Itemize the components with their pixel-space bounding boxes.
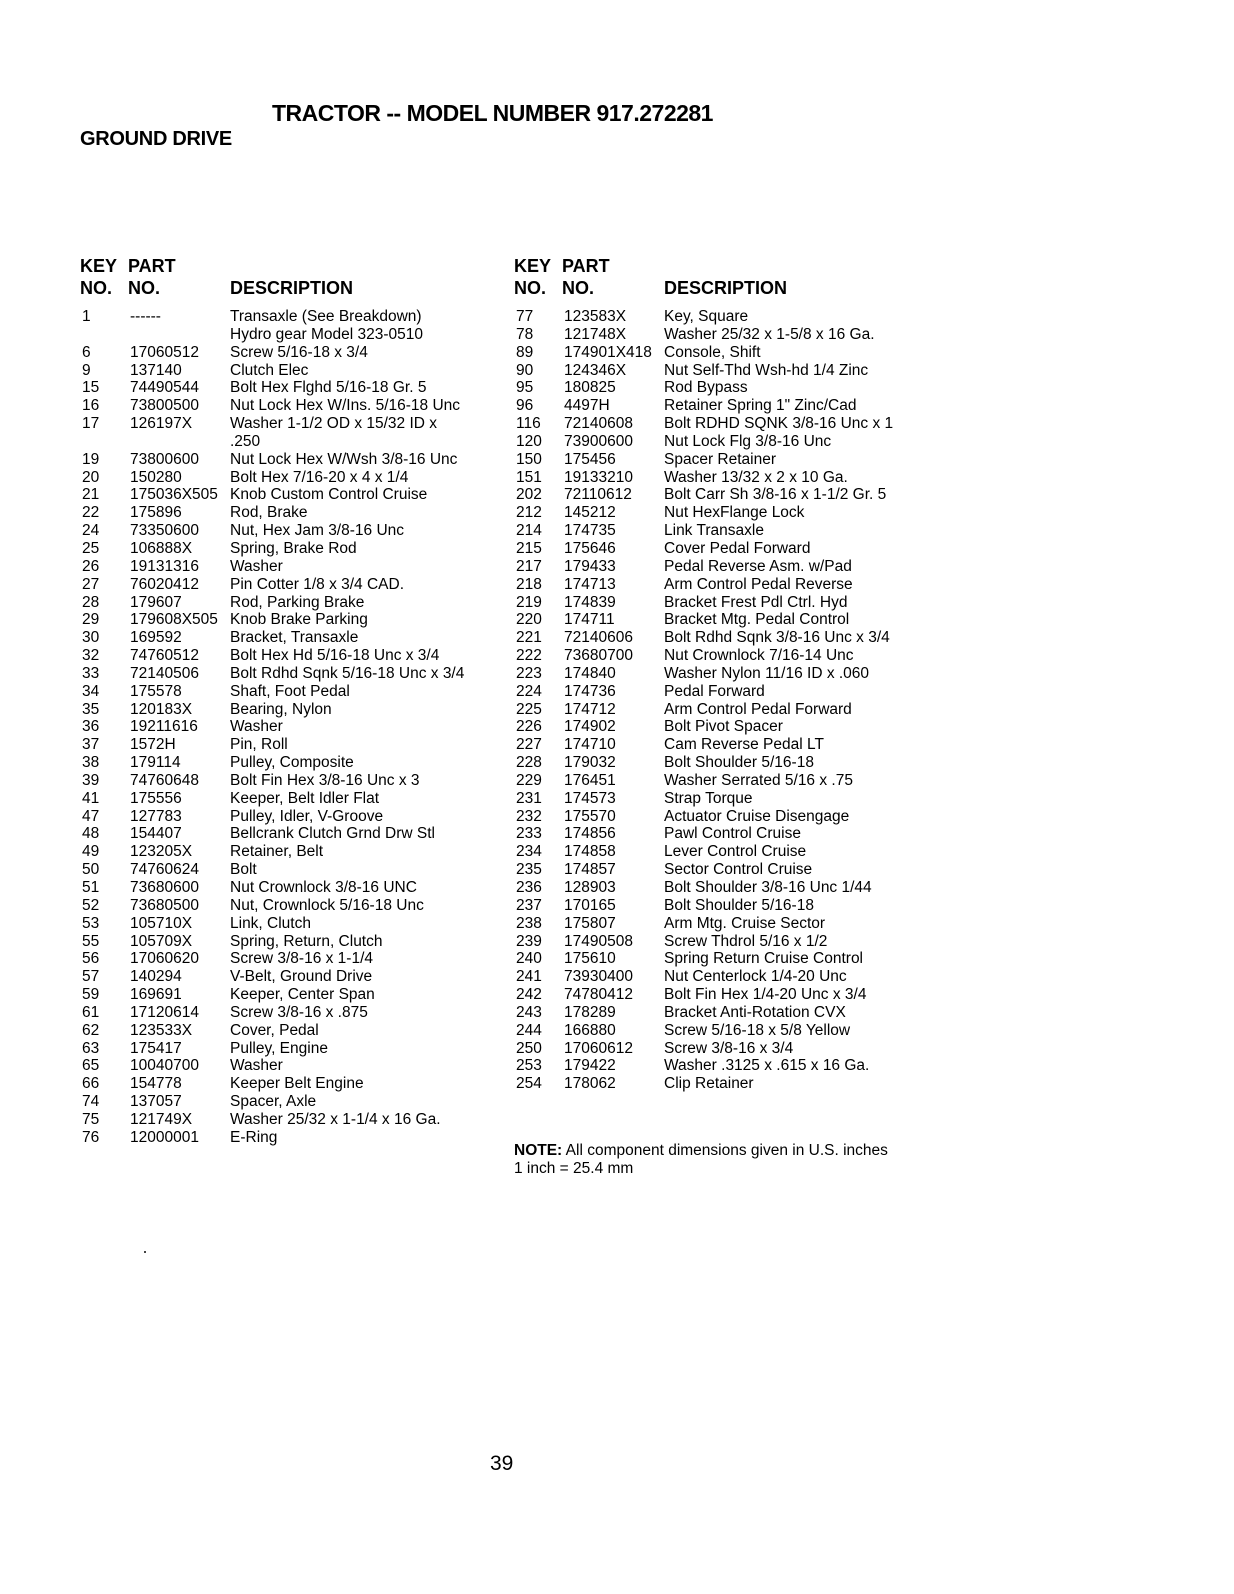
key-no-cell: 78 [516,325,534,343]
key-no-cell: 59 [82,986,100,1004]
part-no-cell: 178062 [564,1075,616,1093]
description-cell: Cam Reverse Pedal LT [664,736,824,754]
description-cell: Washer 25/32 x 1-1/4 x 16 Ga. [230,1110,441,1128]
key-no-cell: 63 [82,1039,100,1057]
description-cell: Nut Self-Thd Wsh-hd 1/4 Zinc [664,361,869,379]
key-no-cell: 41 [82,789,100,807]
description-cell: Cover Pedal Forward [664,539,811,557]
key-no-cell: 232 [516,807,542,825]
part-no-cell: 175807 [564,914,616,932]
description-cell: Nut Lock Hex W/Ins. 5/16-18 Unc [230,397,461,415]
part-header: PART [128,256,176,276]
key-no-cell: 39 [82,771,100,789]
description-cell: Link Transaxle [664,522,764,540]
description-cell: Washer [230,718,283,736]
part-no-cell: 17490508 [564,932,633,950]
description-cell: Keeper, Belt Idler Flat [230,789,380,807]
key-no-cell: 33 [82,664,100,682]
description-cell: Spring, Brake Rod [230,539,357,557]
key-no-cell: 66 [82,1075,100,1093]
part-no-cell: 74760648 [130,771,199,789]
key-no-cell: 95 [516,379,534,397]
part-no-cell: 175570 [564,807,616,825]
description-cell: Cover, Pedal [230,1021,319,1039]
page-title: TRACTOR -- MODEL NUMBER 917.272281 [272,100,713,126]
key-no-cell: 77 [516,308,534,325]
key-no-cell: 243 [516,1003,542,1021]
key-no-cell: 116 [516,415,541,433]
key-no-cell: 38 [82,754,100,772]
description-cell: Nut, Crownlock 5/16-18 Unc [230,896,424,914]
key-no-cell: 217 [516,557,542,575]
description-cell: Pulley, Composite [230,754,354,772]
part-no-cell: 12000001 [130,1128,199,1146]
part-no-cell: 174839 [564,593,616,611]
part-no-cell: 73900600 [564,432,633,450]
key-no-cell: 228 [516,754,542,772]
key-no-cell: 27 [82,575,100,593]
part-no-cell: 179032 [564,754,616,772]
key-no-cell: 37 [82,736,100,754]
key-no-cell: 244 [516,1021,542,1039]
description-cell: Arm Mtg. Cruise Sector [664,914,826,932]
description-cell: Spacer, Axle [230,1093,317,1111]
key-no-cell: 52 [82,896,100,914]
description-cell: Bracket Anti-Rotation CVX [664,1003,846,1021]
key-no-cell: 89 [516,343,534,361]
key-no-cell: 218 [516,575,542,593]
key-no-cell: 29 [82,611,100,629]
description-cell: Bolt Hex 7/16-20 x 4 x 1/4 [230,468,409,486]
key-no-cell: 76 [82,1128,100,1146]
scan-speck [144,1251,146,1253]
part-no-cell: 73800600 [130,450,199,468]
key-no-cell: 25 [82,539,100,557]
part-no-cell: 74780412 [564,986,633,1004]
key-no-cell: 254 [516,1075,542,1093]
key-no-cell: 26 [82,557,100,575]
description-cell: Clip Retainer [664,1075,754,1093]
description-cell: Washer 1-1/2 OD x 15/32 ID x [230,415,438,433]
section-title: GROUND DRIVE [80,128,232,150]
description-cell: Link, Clutch [230,914,311,932]
description-cell: Bolt Shoulder 5/16-18 [664,754,814,772]
part-no-cell: 174901X418 [564,343,652,361]
part-no-cell: 1572H [130,736,176,754]
key-no-cell: 9 [82,361,91,379]
key-no-cell: 34 [82,682,100,700]
description-cell: Bolt Shoulder 5/16-18 [664,896,814,914]
description-cell: .250 [230,432,261,450]
part-no-cell: 179607 [130,593,182,611]
description-cell: Bolt Fin Hex 1/4-20 Unc x 3/4 [664,986,867,1004]
key-no-cell: 74 [82,1093,100,1111]
description-cell: E-Ring [230,1128,278,1146]
key-no-cell: 55 [82,932,100,950]
description-cell: Spacer Retainer [664,450,777,468]
key-no-cell: 240 [516,950,542,968]
key-no-cell: 36 [82,718,100,736]
description-cell: Arm Control Pedal Forward [664,700,852,718]
key-no-cell: 21 [82,486,100,504]
key-no-cell: 96 [516,397,534,415]
description-header: DESCRIPTION [664,278,788,298]
part-no-cell: 72140608 [564,415,633,433]
description-cell: Spring Return Cruise Control [664,950,864,968]
part-no-cell: 73350600 [130,522,199,540]
description-cell: Nut HexFlange Lock [664,504,805,522]
key-no-cell: 214 [516,522,542,540]
key-no-cell: 1 [82,308,91,325]
key-no-cell: 151 [516,468,542,486]
description-cell: Washer .3125 x .615 x 16 Ga. [664,1057,870,1075]
description-cell: Pedal Reverse Asm. w/Pad [664,557,852,575]
key-no-cell: 223 [516,664,542,682]
part-no-cell: 73680500 [130,896,199,914]
part-no-cell: 106888X [130,539,193,557]
part-no-cell: 124346X [564,361,627,379]
key-no-cell: 229 [516,771,542,789]
description-cell: Rod, Parking Brake [230,593,365,611]
part-no-cell: 121749X [130,1110,193,1128]
description-cell: Knob Custom Control Cruise [230,486,428,504]
part-no-cell: 19131316 [130,557,199,575]
part-no-cell: 174713 [564,575,616,593]
key-no-cell: 221 [516,629,542,647]
key-no-cell: 235 [516,861,542,879]
part-no-cell: 175578 [130,682,182,700]
note-line-2: 1 inch = 25.4 mm [514,1160,634,1177]
key-no-cell: 20 [82,468,100,486]
key-no-cell: 53 [82,914,100,932]
key-no-cell: 236 [516,879,542,896]
description-cell: Pulley, Engine [230,1039,328,1057]
description-cell: Rod Bypass [664,379,748,397]
description-cell: Knob Brake Parking [230,611,368,629]
part-header: PART [562,256,610,276]
note-label: NOTE: [514,1142,563,1159]
page-number: 39 [490,1452,514,1475]
description-header: DESCRIPTION [230,278,354,298]
part-no-cell: 4497H [564,397,610,415]
description-cell: Actuator Cruise Disengage [664,807,850,825]
description-cell: Bolt Rdhd Sqnk 3/8-16 Unc x 3/4 [664,629,890,647]
description-cell: V-Belt, Ground Drive [230,968,373,986]
part-no-cell: 180825 [564,379,616,397]
key-no-cell: 231 [516,789,542,807]
key-no-cell: 234 [516,843,542,861]
description-cell: Bolt Pivot Spacer [664,718,783,736]
description-cell: Keeper, Center Span [230,986,375,1004]
description-cell: Keeper Belt Engine [230,1075,364,1093]
description-cell: Pawl Control Cruise [664,825,801,843]
key-no-cell: 47 [82,807,100,825]
description-cell: Retainer, Belt [230,843,324,861]
part-no-cell: 154778 [130,1075,182,1093]
description-cell: Pulley, Idler, V-Groove [230,807,384,825]
key-no-cell: 120 [516,432,542,450]
part-no-cell: 10040700 [130,1057,199,1075]
key-no-cell: 17 [82,415,100,433]
key-no-cell: 241 [516,968,542,986]
description-cell: Nut Lock Flg 3/8-16 Unc [664,432,832,450]
part-no-cell: 121748X [564,325,627,343]
part-no-cell: 174902 [564,718,616,736]
key-no-cell: 16 [82,397,100,415]
part-no-cell: 73680700 [564,647,633,665]
key-no-cell: 239 [516,932,542,950]
part-no-cell: 169691 [130,986,182,1004]
key-no-cell: 90 [516,361,534,379]
key-no-cell: 19 [82,450,100,468]
key-header: KEY [80,256,118,276]
description-cell: Pin Cotter 1/8 x 3/4 CAD. [230,575,405,593]
description-cell: Bolt Shoulder 3/8-16 Unc 1/44 [664,879,872,896]
key-no-cell: 61 [82,1003,100,1021]
key-no-cell: 49 [82,843,100,861]
key-no-cell: 50 [82,861,100,879]
part-no-cell: 145212 [564,504,616,522]
note-line-1: All component dimensions given in U.S. inches [562,1142,888,1159]
description-cell: Washer 25/32 x 1-5/8 x 16 Ga. [664,325,875,343]
part-no-cell: 174858 [564,843,616,861]
part-no-cell: 174710 [564,736,616,754]
part-no-cell: 123583X [564,308,627,325]
part-no-cell: 17060612 [564,1039,633,1057]
part-no-cell: 179433 [564,557,616,575]
part-no-cell: 127783 [130,807,182,825]
description-cell: Bolt Fin Hex 3/8-16 Unc x 3 [230,771,420,789]
key-no-cell: 238 [516,914,542,932]
part-no-cell: 17060620 [130,950,199,968]
description-cell: Screw Thdrol 5/16 x 1/2 [664,932,828,950]
description-cell: Transaxle (See Breakdown) [230,308,422,325]
description-cell: Nut Crownlock 3/8-16 UNC [230,879,417,896]
description-cell: Lever Control Cruise [664,843,807,861]
description-cell: Washer Serrated 5/16 x .75 [664,771,853,789]
key-no-cell: 24 [82,522,100,540]
part-no-cell: 150280 [130,468,182,486]
description-cell: Bracket Frest Pdl Ctrl. Hyd [664,593,848,611]
description-cell: Console, Shift [664,343,761,361]
part-no-cell: 126197X [130,415,193,433]
part-no-cell: 166880 [564,1021,616,1039]
key-no-cell: 28 [82,593,100,611]
part-no-cell: 174840 [564,664,616,682]
key-no-cell: 224 [516,682,542,700]
description-cell: Shaft, Foot Pedal [230,682,350,700]
part-no-cell: 174856 [564,825,616,843]
key-no-header: NO. [80,278,113,298]
description-cell: Hydro gear Model 323-0510 [230,325,424,343]
key-no-cell: 6 [82,343,91,361]
dimension-note [514,1142,888,1178]
part-no-cell: 174711 [564,611,615,629]
key-no-cell: 32 [82,647,100,665]
part-no-cell: 74760512 [130,647,199,665]
part-no-cell: 105710X [130,914,193,932]
description-cell: Bellcrank Clutch Grnd Drw Stl [230,825,436,843]
key-no-cell: 226 [516,718,542,736]
part-no-header: NO. [562,278,595,298]
part-no-cell: 72140506 [130,664,199,682]
part-no-cell: 72110612 [564,486,632,504]
part-no-cell: 72140606 [564,629,633,647]
part-no-cell: 19211616 [130,718,198,736]
part-no-cell: 74760624 [130,861,199,879]
part-no-cell: 179422 [564,1057,616,1075]
key-no-cell: 65 [82,1057,100,1075]
part-no-cell: 73800500 [130,397,199,415]
key-no-cell: 233 [516,825,542,843]
description-cell: Screw 3/8-16 x 3/4 [664,1039,794,1057]
part-no-cell: 174735 [564,522,616,540]
part-no-cell: 73680600 [130,879,199,896]
key-no-cell: 237 [516,896,542,914]
description-cell: Sector Control Cruise [664,861,813,879]
key-no-cell: 22 [82,504,100,522]
key-no-cell: 250 [516,1039,542,1057]
description-cell: Nut Crownlock 7/16-14 Unc [664,647,854,665]
part-no-cell: 170165 [564,896,616,914]
key-no-cell: 75 [82,1110,100,1128]
key-no-cell: 202 [516,486,542,504]
part-no-cell: 174857 [564,861,616,879]
key-header: KEY [514,256,552,276]
part-no-cell: 175036X505 [130,486,218,504]
part-no-cell: 179114 [130,754,181,772]
part-no-cell: 174573 [564,789,616,807]
description-cell: Bolt Carr Sh 3/8-16 x 1-1/2 Gr. 5 [664,486,887,504]
key-no-cell: 225 [516,700,542,718]
part-no-cell: 19133210 [564,468,633,486]
part-no-cell: 137140 [130,361,182,379]
description-cell: Retainer Spring 1" Zinc/Cad [664,397,857,415]
description-cell: Washer 13/32 x 2 x 10 Ga. [664,468,848,486]
part-no-cell: 105709X [130,932,193,950]
key-no-cell: 56 [82,950,100,968]
part-no-cell: 123533X [130,1021,193,1039]
part-no-cell: 174712 [564,700,616,718]
key-no-cell: 212 [516,504,542,522]
part-no-cell: 175456 [564,450,616,468]
part-no-cell: 175556 [130,789,182,807]
key-no-header: NO. [514,278,547,298]
part-no-cell: 120183X [130,700,193,718]
part-no-cell: 76020412 [130,575,199,593]
description-cell: Rod, Brake [230,504,308,522]
key-no-cell: 215 [516,539,542,557]
key-no-cell: 227 [516,736,542,754]
key-no-cell: 57 [82,968,100,986]
part-no-cell: 154407 [130,825,182,843]
part-no-cell: 178289 [564,1003,616,1021]
description-cell: Bolt Hex Hd 5/16-18 Unc x 3/4 [230,647,440,665]
part-no-cell: 73930400 [564,968,633,986]
part-no-cell: 175417 [130,1039,182,1057]
description-cell: Screw 3/8-16 x .875 [230,1003,368,1021]
description-cell: Screw 5/16-18 x 3/4 [230,343,368,361]
description-cell: Bracket Mtg. Pedal Control [664,611,850,629]
key-no-cell: 220 [516,611,542,629]
description-cell: Nut Lock Hex W/Wsh 3/8-16 Unc [230,450,458,468]
part-no-cell: 17120614 [130,1003,199,1021]
description-cell: Washer [230,1057,283,1075]
key-no-cell: 62 [82,1021,100,1039]
part-no-cell: 74490544 [130,379,199,397]
part-no-cell: 17060512 [130,343,199,361]
description-cell: Bolt Hex Flghd 5/16-18 Gr. 5 [230,379,427,397]
part-no-cell: 169592 [130,629,182,647]
part-no-cell: 175610 [564,950,616,968]
key-no-cell: 222 [516,647,542,665]
key-no-cell: 253 [516,1057,542,1075]
description-cell: Screw 3/8-16 x 1-1/4 [230,950,374,968]
description-cell: Clutch Elec [230,361,309,379]
part-no-cell: 174736 [564,682,616,700]
part-no-cell: 128903 [564,879,616,896]
description-cell: Arm Control Pedal Reverse [664,575,853,593]
description-cell: Nut Centerlock 1/4-20 Unc [664,968,847,986]
part-no-cell: 179608X505 [130,611,218,629]
part-no-cell: 140294 [130,968,182,986]
part-no-header: NO. [128,278,161,298]
part-no-cell: 123205X [130,843,193,861]
description-cell: Washer [230,557,283,575]
description-cell: Pedal Forward [664,682,765,700]
description-cell: Bearing, Nylon [230,700,332,718]
description-cell: Bracket, Transaxle [230,629,359,647]
part-no-cell: 137057 [130,1093,182,1111]
description-cell: Pin, Roll [230,736,288,754]
description-cell: Spring, Return, Clutch [230,932,383,950]
key-no-cell: 48 [82,825,100,843]
key-no-cell: 150 [516,450,542,468]
part-no-cell: ------ [130,308,161,325]
description-cell: Bolt [230,861,257,879]
key-no-cell: 51 [82,879,100,896]
key-no-cell: 242 [516,986,542,1004]
part-no-cell: 176451 [564,771,616,789]
description-cell: Nut, Hex Jam 3/8-16 Unc [230,522,405,540]
description-cell: Bolt RDHD SQNK 3/8-16 Unc x 1 [664,415,894,433]
key-no-cell: 35 [82,700,100,718]
description-cell: Washer Nylon 11/16 ID x .060 [664,664,870,682]
part-no-cell: 175646 [564,539,616,557]
part-no-cell: 175896 [130,504,182,522]
description-cell: Key, Square [664,308,749,325]
description-cell: Bolt Rdhd Sqnk 5/16-18 Unc x 3/4 [230,664,465,682]
description-cell: Screw 5/16-18 x 5/8 Yellow [664,1021,851,1039]
description-cell: Strap Torque [664,789,753,807]
key-no-cell: 30 [82,629,100,647]
key-no-cell: 15 [82,379,100,397]
key-no-cell: 219 [516,593,542,611]
